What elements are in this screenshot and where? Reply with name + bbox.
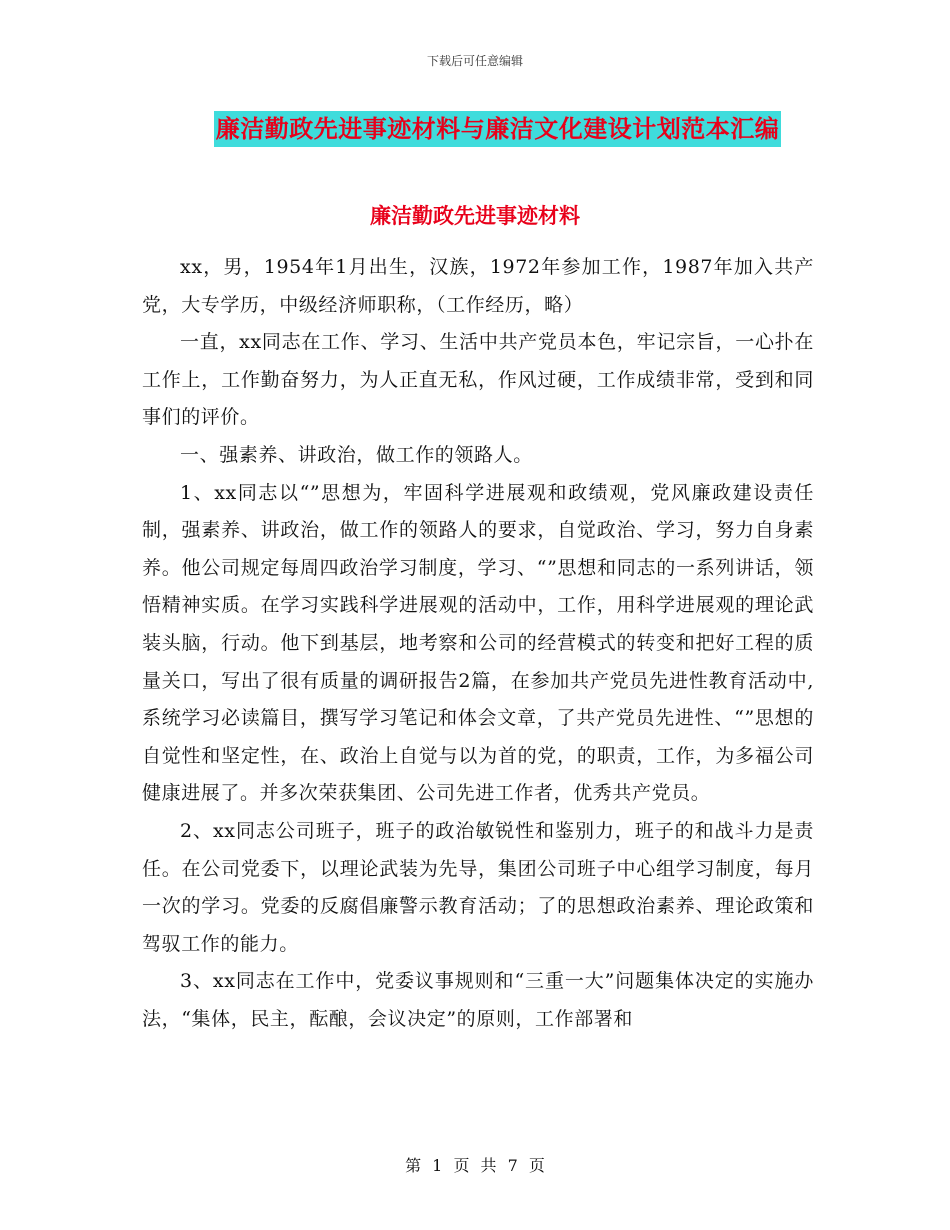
page-footer: 第 1 页 共 7 页 (405, 1156, 545, 1175)
paragraph: 2、xx同志公司班子，班子的政治敏锐性和鉴别力，班子的和战斗力是责任。在公司党委下，以理论武装为先导，集团公司班子中心组学习制度，每月一次的学习。党委的反腐倡廉警示教育活动；了的思想政治素养、理论政策和驾驭工作的能力。 (142, 819, 814, 955)
paragraph: 3、xx同志在工作中，党委议事规则和“三重一大”问题集体决定的实施办法，“集体，民主，酝酿，会议决定”的原则，工作部署和 (142, 970, 814, 1030)
section-title: 廉洁勤政先进事迹材料 (370, 203, 580, 228)
paragraph: xx，男，1954年1月出生，汉族，1972年参加工作，1987年加入共产党，大专学历，中级经济师职称，（工作经历，略） (142, 256, 814, 316)
paragraph: 一直，xx同志在工作、学习、生活中共产党员本色，牢记宗旨，一心扑在工作上，工作勤奋努力，为人正直无私，作风过硬，工作成绩非常，受到和同事们的评价。 (142, 331, 814, 429)
header-note: 下载后可任意编辑 (426, 54, 523, 68)
main-title: 廉洁勤政先进事迹材料与廉洁文化建设计划范本汇编 (214, 111, 782, 147)
main-title-container (0, 111, 950, 147)
document-body (142, 249, 814, 1038)
paragraph: 一、强素养、讲政治，做工作的领路人。 (180, 443, 533, 466)
paragraph: 1、xx同志以“”思想为，牢固科学进展观和政绩观，党风廉政建设责任制，强素养、讲政治，做工作的领路人的要求，自觉政治、学习，努力自身素养。他公司规定每周四政治学习制度，学习、“”思想和同志的一系列讲话，领悟精神实质。在学习实践科学进展观的活动中，工作，用科学进展观的理论武装头脑，行动。他下到基层，地考察和公司的经营模式的转变和把好工程的质量关口，写出了很有质量的调研报告2篇，在参加共产党员先进性教育活动中,系统学习必读篇目，撰写学习笔记和体会文章，了共产党员先进性、“”思想的自觉性和坚定性，在、政治上自觉与以为首的党，的职责，工作，为多福公司健康进展了。并多次荣获集团、公司先进工作者，优秀共产党员。 (142, 481, 814, 805)
